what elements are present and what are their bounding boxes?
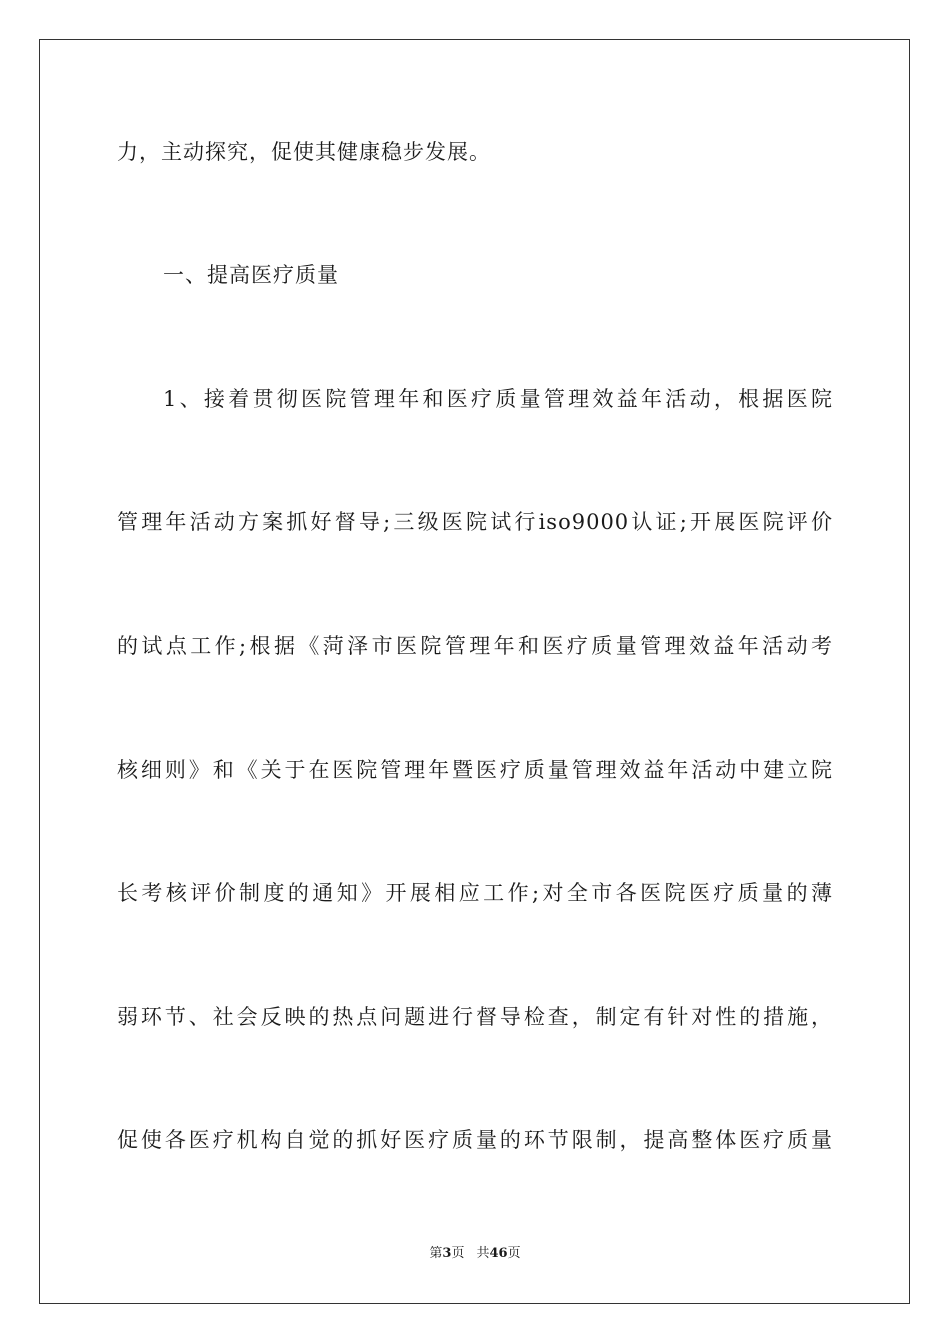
footer-page-current: 3 <box>442 1246 452 1261</box>
paragraph-line: 促使各医疗机构自觉的抓好医疗质量的环节限制，提高整体医疗质量 <box>117 1128 833 1152</box>
footer-page-unit: 页 <box>451 1246 465 1261</box>
paragraph-line: 长考核评价制度的通知》开展相应工作;对全市各医院医疗质量的薄 <box>117 881 833 905</box>
paragraph-line: 力，主动探究，促使其健康稳步发展。 <box>117 140 491 164</box>
paragraph-line: 的试点工作;根据《菏泽市医院管理年和医疗质量管理效益年活动考 <box>117 634 833 658</box>
footer-total-prefix: 共 <box>476 1246 490 1261</box>
footer-page-prefix: 第 <box>429 1246 443 1261</box>
section-heading: 一、提高医疗质量 <box>163 263 339 287</box>
footer-total-unit: 页 <box>507 1246 521 1261</box>
paragraph-line: 管理年活动方案抓好督导;三级医院试行iso9000认证;开展医院评价 <box>117 510 833 534</box>
paragraph-line: 弱环节、社会反映的热点问题进行督导检查，制定有针对性的措施， <box>117 1005 833 1029</box>
paragraph-line: 核细则》和《关于在医院管理年暨医疗质量管理效益年活动中建立院 <box>117 758 833 782</box>
page-footer <box>0 1245 950 1263</box>
page-border <box>39 39 910 1304</box>
paragraph-line: 1、接着贯彻医院管理年和医疗质量管理效益年活动，根据医院 <box>163 387 833 411</box>
footer-page-total: 46 <box>489 1246 508 1261</box>
